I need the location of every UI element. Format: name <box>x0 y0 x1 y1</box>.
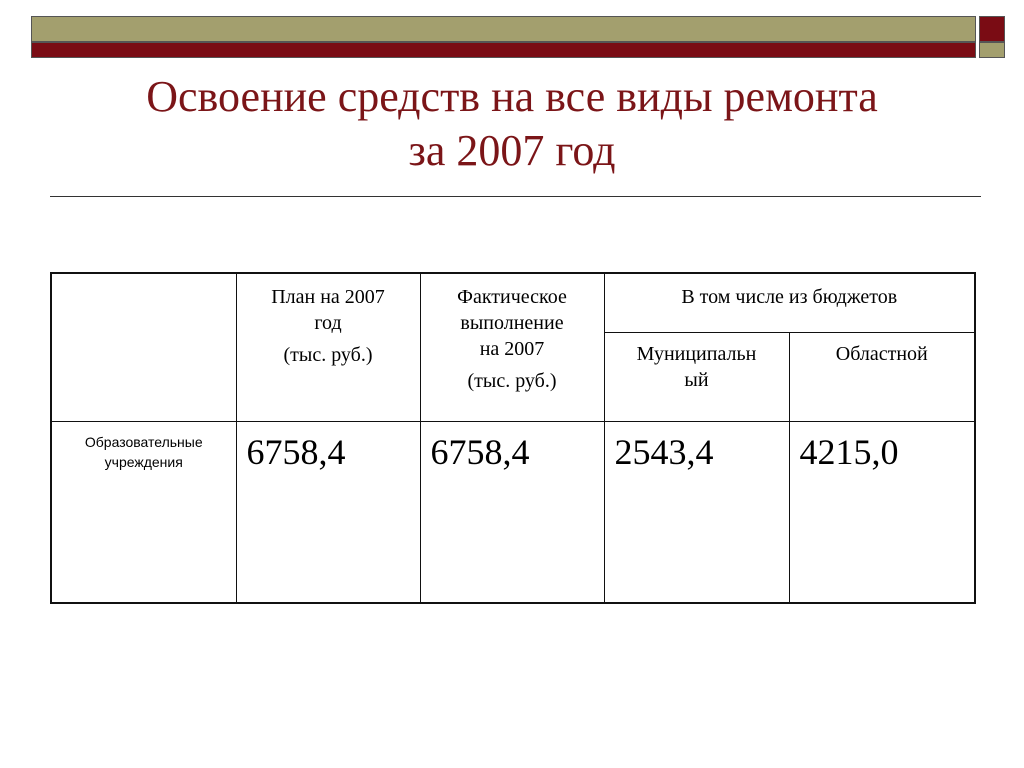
cell-plan-value: 6758,4 <box>236 422 420 604</box>
slide-title-line-2: за 2007 год <box>408 126 616 175</box>
header-square-maroon <box>979 16 1005 42</box>
cell-regional-value: 4215,0 <box>789 422 975 604</box>
row-label-educational: Образовательные учреждения <box>51 422 236 604</box>
header-municipal: Муниципальн ый <box>604 333 789 422</box>
title-divider <box>50 196 981 197</box>
header-bar-maroon <box>31 42 976 58</box>
header-bar-olive <box>31 16 976 42</box>
cell-fact-value: 6758,4 <box>420 422 604 604</box>
header-empty-cell <box>51 273 236 422</box>
header-square-olive <box>979 42 1005 58</box>
slide-title-line-1: Освоение средств на все виды ремонта <box>146 72 878 121</box>
header-regional: Областной <box>789 333 975 422</box>
header-fact: Фактическое выполнение на 2007 (тыс. руб.) <box>420 273 604 422</box>
repair-funds-table <box>50 272 976 604</box>
cell-municipal-value: 2543,4 <box>604 422 789 604</box>
table-header-row <box>51 273 975 333</box>
slide-title <box>40 70 984 178</box>
table-row <box>51 422 975 604</box>
header-plan: План на 2007 год (тыс. руб.) <box>236 273 420 422</box>
header-budgets: В том числе из бюджетов <box>604 273 975 333</box>
